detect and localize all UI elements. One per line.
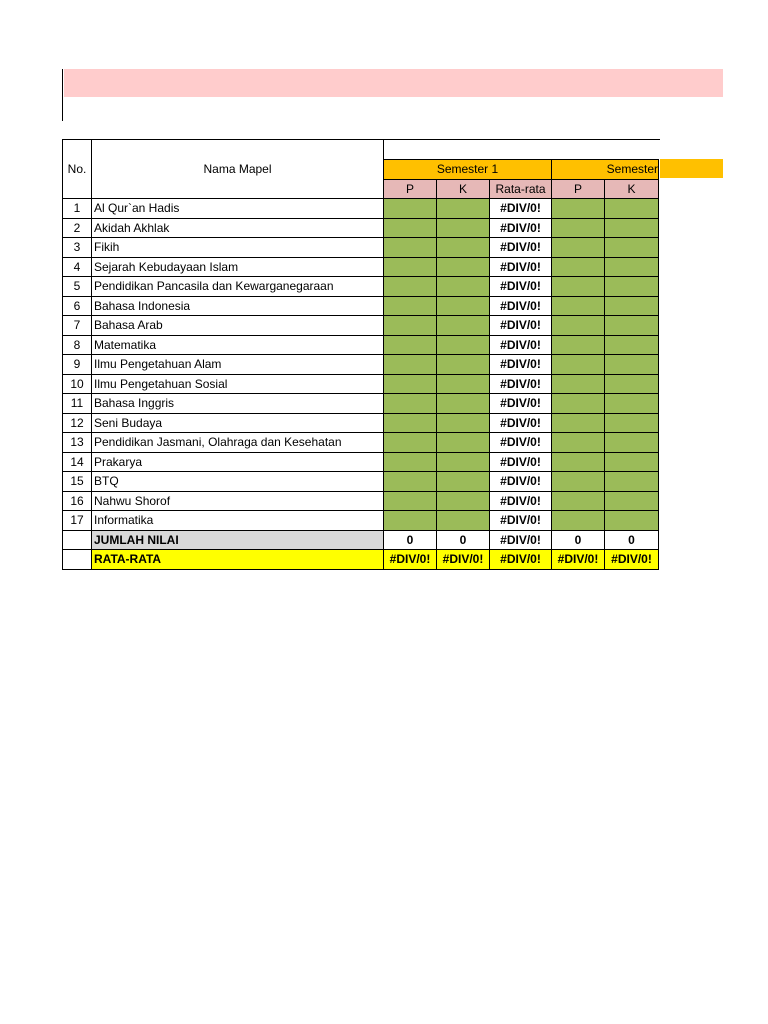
s2-p-input[interactable] [552,491,605,511]
average-row [63,550,659,570]
row-number: 1 [63,199,92,219]
s2-p-input[interactable] [552,218,605,238]
s1-average: #DIV/0! [490,491,552,511]
subject-name[interactable]: Matematika [92,335,384,355]
s1-k-input[interactable] [437,238,490,258]
s2-p-input[interactable] [552,335,605,355]
s1-k-input[interactable] [437,374,490,394]
total-s2-p: 0 [552,530,605,550]
average-s1-p: #DIV/0! [384,550,437,570]
s1-k-input[interactable] [437,296,490,316]
header-s1-rata-rata: Rata-rata [490,179,552,199]
s2-k-input[interactable] [605,511,659,531]
s1-average: #DIV/0! [490,413,552,433]
table-row [63,296,659,316]
subject-name[interactable]: Pendidikan Pancasila dan Kewarganegaraan [92,277,384,297]
s1-k-input[interactable] [437,472,490,492]
s1-k-input[interactable] [437,257,490,277]
average-s2-p: #DIV/0! [552,550,605,570]
s1-average: #DIV/0! [490,394,552,414]
s1-p-input[interactable] [384,374,437,394]
s1-average: #DIV/0! [490,296,552,316]
table-row [63,277,659,297]
s1-k-input[interactable] [437,316,490,336]
s1-average: #DIV/0! [490,277,552,297]
table-row [63,257,659,277]
subject-name[interactable]: Bahasa Arab [92,316,384,336]
s1-p-input[interactable] [384,472,437,492]
subject-name[interactable]: Bahasa Inggris [92,394,384,414]
s2-k-input[interactable] [605,472,659,492]
s1-p-input[interactable] [384,491,437,511]
s1-average: #DIV/0! [490,433,552,453]
table-row [63,355,659,375]
row-number: 12 [63,413,92,433]
row-number: 17 [63,511,92,531]
row-number: 13 [63,433,92,453]
s1-k-input[interactable] [437,335,490,355]
subject-name[interactable]: Nahwu Shorof [92,491,384,511]
column-divider [62,69,63,121]
s1-k-input[interactable] [437,394,490,414]
header-nama-mapel: Nama Mapel [92,140,384,199]
header-semester-2: Semester [552,160,659,180]
header-spacer [384,140,659,160]
header-s2-p: P [552,179,605,199]
subject-name[interactable]: Ilmu Pengetahuan Sosial [92,374,384,394]
row-number: 4 [63,257,92,277]
total-row [63,530,659,550]
s2-k-input[interactable] [605,277,659,297]
s2-p-input[interactable] [552,277,605,297]
s1-p-input[interactable] [384,277,437,297]
s2-k-input[interactable] [605,238,659,258]
s1-p-input[interactable] [384,238,437,258]
s2-p-input[interactable] [552,394,605,414]
s1-p-input[interactable] [384,335,437,355]
total-row-number [63,530,92,550]
table-row [63,374,659,394]
semester-2-header-overflow [660,159,723,178]
s1-average: #DIV/0! [490,257,552,277]
average-s1-k: #DIV/0! [437,550,490,570]
s2-p-input[interactable] [552,452,605,472]
s1-p-input[interactable] [384,199,437,219]
table-row [63,472,659,492]
s2-p-input[interactable] [552,296,605,316]
table-row [63,511,659,531]
subject-name[interactable]: Al Qur`an Hadis [92,199,384,219]
average-label: RATA-RATA [92,550,384,570]
s1-average: #DIV/0! [490,316,552,336]
s2-p-input[interactable] [552,433,605,453]
row-number: 11 [63,394,92,414]
row-number: 9 [63,355,92,375]
total-label: JUMLAH NILAI [92,530,384,550]
subject-name[interactable]: Ilmu Pengetahuan Alam [92,355,384,375]
average-s2-k: #DIV/0! [605,550,659,570]
s1-k-input[interactable] [437,199,490,219]
subject-name[interactable]: Sejarah Kebudayaan Islam [92,257,384,277]
s2-p-input[interactable] [552,413,605,433]
s1-p-input[interactable] [384,355,437,375]
s1-p-input[interactable] [384,433,437,453]
table-row [63,199,659,219]
s2-p-input[interactable] [552,511,605,531]
s1-average: #DIV/0! [490,218,552,238]
s1-average: #DIV/0! [490,452,552,472]
s2-k-input[interactable] [605,394,659,414]
s1-p-input[interactable] [384,511,437,531]
s1-average: #DIV/0! [490,374,552,394]
header-s2-k: K [605,179,659,199]
s1-k-input[interactable] [437,433,490,453]
s2-k-input[interactable] [605,433,659,453]
s2-p-input[interactable] [552,355,605,375]
table-row [63,335,659,355]
s2-p-input[interactable] [552,257,605,277]
s2-p-input[interactable] [552,374,605,394]
s1-p-input[interactable] [384,296,437,316]
s1-k-input[interactable] [437,355,490,375]
title-band [64,69,723,97]
s1-average: #DIV/0! [490,355,552,375]
table-row [63,316,659,336]
s1-average: #DIV/0! [490,472,552,492]
s1-k-input[interactable] [437,413,490,433]
header-s1-p: P [384,179,437,199]
row-number: 2 [63,218,92,238]
header-semester-1: Semester 1 [384,160,552,180]
s1-p-input[interactable] [384,452,437,472]
s1-average: #DIV/0! [490,335,552,355]
row-number: 16 [63,491,92,511]
s1-average: #DIV/0! [490,199,552,219]
subject-name[interactable]: Prakarya [92,452,384,472]
table-row [63,433,659,453]
s2-k-input[interactable] [605,199,659,219]
header-s1-k: K [437,179,490,199]
subject-name[interactable]: Informatika [92,511,384,531]
subject-name[interactable]: Akidah Akhlak [92,218,384,238]
header-no: No. [63,140,92,199]
row-number: 8 [63,335,92,355]
table-row [63,452,659,472]
subject-name[interactable]: Fikih [92,238,384,258]
row-number: 15 [63,472,92,492]
s1-p-input[interactable] [384,316,437,336]
total-s1-p: 0 [384,530,437,550]
s1-k-input[interactable] [437,277,490,297]
s2-k-input[interactable] [605,316,659,336]
s2-k-input[interactable] [605,491,659,511]
row-number: 14 [63,452,92,472]
row-number: 10 [63,374,92,394]
s1-k-input[interactable] [437,218,490,238]
s2-k-input[interactable] [605,296,659,316]
s1-p-input[interactable] [384,394,437,414]
subject-name[interactable]: Bahasa Indonesia [92,296,384,316]
average-s1-average: #DIV/0! [490,550,552,570]
row-number: 3 [63,238,92,258]
s2-p-input[interactable] [552,316,605,336]
subject-name[interactable]: Seni Budaya [92,413,384,433]
s1-p-input[interactable] [384,257,437,277]
table-row [63,238,659,258]
table-row [63,413,659,433]
s2-k-input[interactable] [605,374,659,394]
table-row [63,218,659,238]
total-s1-k: 0 [437,530,490,550]
s2-k-input[interactable] [605,257,659,277]
total-s1-average: #DIV/0! [490,530,552,550]
s1-k-input[interactable] [437,511,490,531]
s1-average: #DIV/0! [490,238,552,258]
row-number: 6 [63,296,92,316]
grades-table [62,139,659,570]
s2-k-input[interactable] [605,355,659,375]
row-number: 5 [63,277,92,297]
table-row [63,394,659,414]
subject-name[interactable]: Pendidikan Jasmani, Olahraga dan Kesehatan [92,433,384,453]
s1-average: #DIV/0! [490,511,552,531]
s1-p-input[interactable] [384,413,437,433]
s2-p-input[interactable] [552,199,605,219]
row-number: 7 [63,316,92,336]
average-row-number [63,550,92,570]
s1-k-input[interactable] [437,452,490,472]
s2-k-input[interactable] [605,218,659,238]
s1-k-input[interactable] [437,491,490,511]
total-s2-k: 0 [605,530,659,550]
table-row [63,491,659,511]
s2-k-input[interactable] [605,413,659,433]
s2-k-input[interactable] [605,452,659,472]
s2-p-input[interactable] [552,238,605,258]
s2-p-input[interactable] [552,472,605,492]
s1-p-input[interactable] [384,218,437,238]
s2-k-input[interactable] [605,335,659,355]
subject-name[interactable]: BTQ [92,472,384,492]
